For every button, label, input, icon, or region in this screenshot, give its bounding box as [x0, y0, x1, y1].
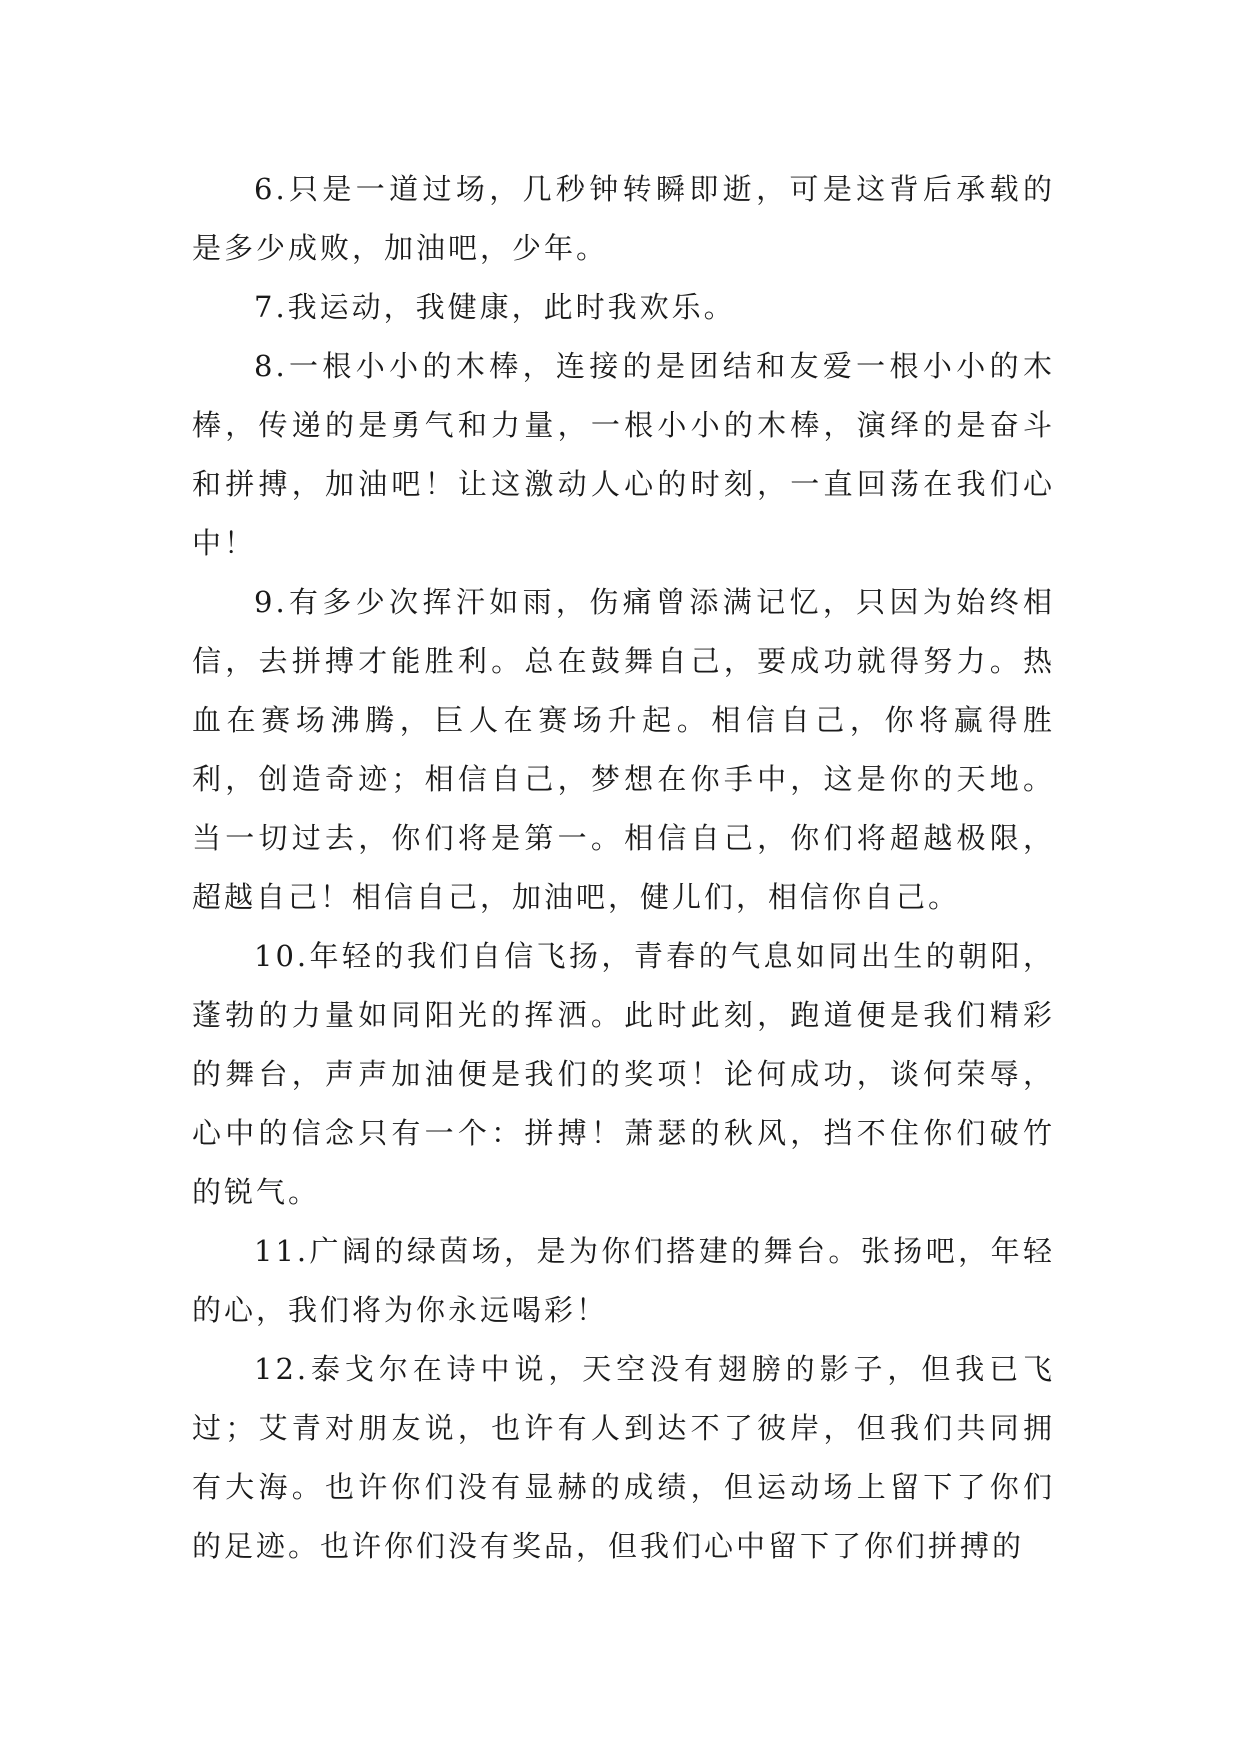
paragraph-8: 8.一根小小的木棒，连接的是团结和友爱一根小小的木棒，传递的是勇气和力量，一根小小的木棒，演绎的是奋斗和拼搏，加油吧！让这激动人心的时刻，一直回荡在我们心中！ — [192, 349, 1055, 560]
paragraph-11: 11.广阔的绿茵场，是为你们搭建的舞台。张扬吧，年轻的心，我们将为你永远喝彩！ — [192, 1234, 1055, 1327]
paragraph-12: 12.泰戈尔在诗中说，天空没有翅膀的影子，但我已飞过；艾青对朋友说，也许有人到达不了彼岸，但我们共同拥有大海。也许你们没有显赫的成绩，但运动场上留下了你们的足迹。也许你们没有奖品，但我们心中留下了你们拼搏的 — [192, 1352, 1055, 1563]
paragraph-9: 9.有多少次挥汗如雨，伤痛曾添满记忆，只因为始终相信，去拼搏才能胜利。总在鼓舞自己，要成功就得努力。热血在赛场沸腾，巨人在赛场升起。相信自己，你将赢得胜利，创造奇迹；相信自己，梦想在你手中，这是你的天地。当一切过去，你们将是第一。相信自己，你们将超越极限，超越自己！相信自己，加油吧，健儿们，相信你自己。 — [192, 585, 1055, 914]
paragraph-10: 10.年轻的我们自信飞扬，青春的气息如同出生的朝阳，蓬勃的力量如同阳光的挥洒。此时此刻，跑道便是我们精彩的舞台，声声加油便是我们的奖项！论何成功，谈何荣辱，心中的信念只有一个：拼搏！萧瑟的秋风，挡不住你们破竹的锐气。 — [192, 939, 1055, 1209]
paragraph-7: 7.我运动，我健康，此时我欢乐。 — [254, 290, 736, 324]
paragraph-6: 6.只是一道过场，几秒钟转瞬即逝，可是这背后承载的是多少成败，加油吧，少年。 — [192, 172, 1055, 265]
document-body — [192, 160, 1055, 1576]
